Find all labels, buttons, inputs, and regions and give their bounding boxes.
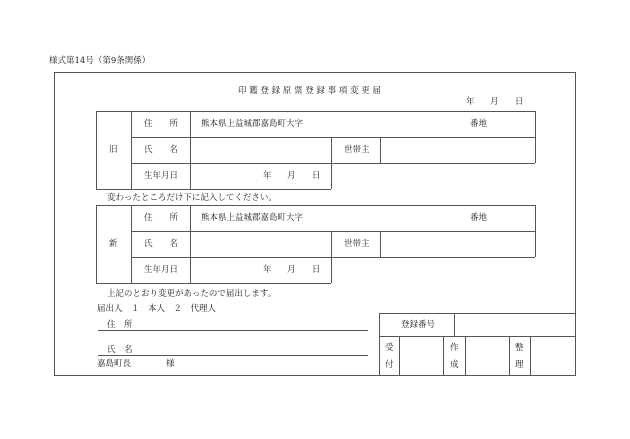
old-name-label: 氏 名	[144, 145, 179, 155]
applicant-address-line	[98, 330, 368, 331]
new-birth-label: 生年月日	[144, 265, 179, 275]
date-day: 日	[515, 97, 524, 107]
applicant-type: 届出人 １ 本人 ２ 代理人	[97, 304, 217, 314]
mayor: 嘉島町長	[97, 359, 132, 369]
old-banchi: 番地	[470, 119, 488, 129]
date-month: 月	[490, 97, 499, 107]
form-number: 様式第14号（第9条関係）	[49, 56, 151, 66]
new-name-label: 氏 名	[144, 239, 179, 249]
new-household-label: 世帯主	[344, 239, 370, 249]
new-label: 新	[109, 239, 118, 249]
new-birth-year: 年	[263, 265, 272, 275]
old-household-label: 世帯主	[344, 145, 370, 155]
new-address-label: 住 所	[144, 213, 179, 223]
new-birth-day: 日	[312, 265, 321, 275]
arranged-label-1: 整	[515, 343, 524, 353]
created-label-1: 作	[450, 343, 459, 353]
old-address-prefix: 熊本県上益城郡嘉島町大字	[201, 119, 304, 129]
old-birth-year: 年	[263, 171, 272, 181]
arranged-label-2: 理	[515, 360, 524, 370]
date-year: 年	[466, 97, 475, 107]
old-birth-month: 月	[287, 171, 296, 181]
applicant-name-label: 氏 名	[107, 345, 133, 355]
old-address-label: 住 所	[144, 119, 179, 129]
applicant-address-label: 住 所	[107, 320, 133, 330]
new-banchi: 番地	[470, 213, 488, 223]
honorific: 様	[166, 359, 175, 369]
applicant-name-line	[98, 355, 368, 356]
declaration: 上記のとおり変更があったので届出します。	[107, 289, 277, 299]
received-label-1: 受	[385, 343, 394, 353]
new-birth-month: 月	[287, 265, 296, 275]
instruction-changed: 変わったところだけ下に記入してください。	[107, 193, 277, 203]
registration-no-label: 登録番号	[401, 320, 436, 330]
old-birth-label: 生年月日	[144, 171, 179, 181]
form-title: 印 鑑 登 録 原 票 登 録 事 項 変 更 届	[238, 86, 381, 96]
old-birth-day: 日	[312, 171, 321, 181]
received-label-2: 付	[385, 360, 394, 370]
created-label-2: 成	[450, 360, 459, 370]
new-address-prefix: 熊本県上益城郡嘉島町大字	[201, 213, 304, 223]
old-label: 旧	[109, 145, 118, 155]
